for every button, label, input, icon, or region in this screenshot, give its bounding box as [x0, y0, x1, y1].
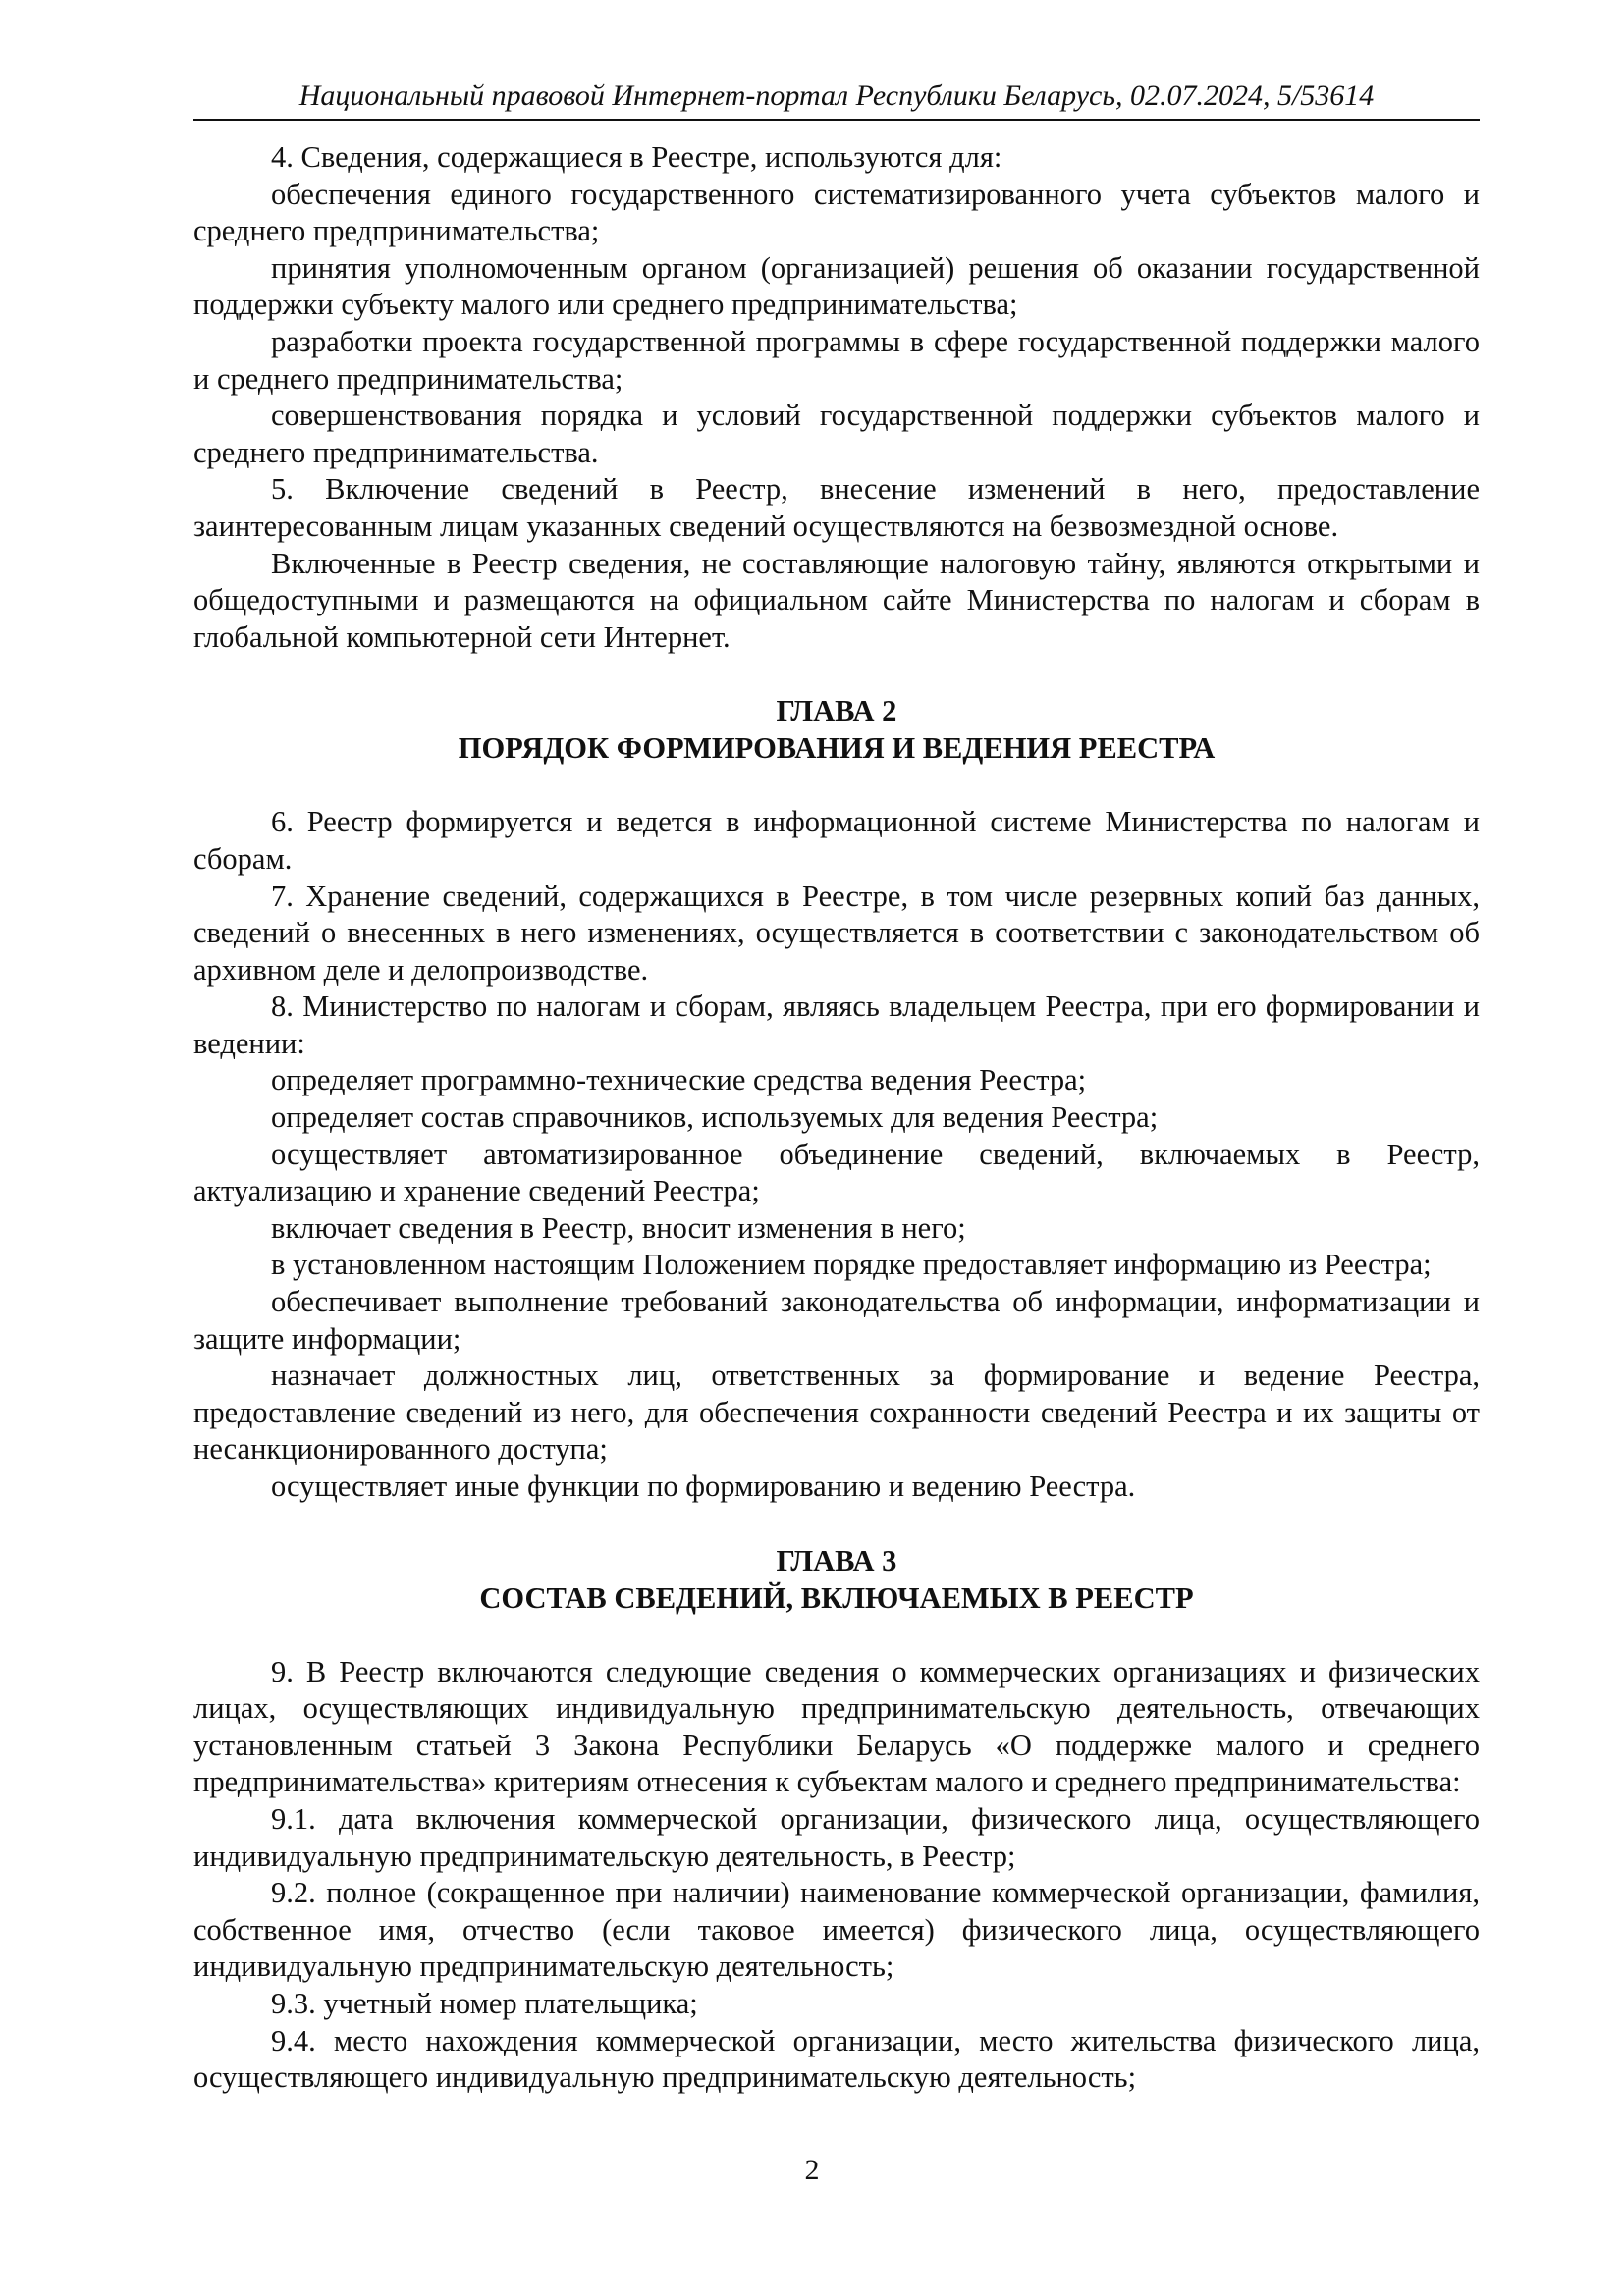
list-item: в установленном настоящим Положением порядке предоставляет информацию из Реестра;: [271, 1248, 1432, 1282]
list-item: включает сведения в Реестр, вносит изменения в него;: [271, 1210, 966, 1245]
list-item: принятия уполномоченным органом (организацией) решения об оказании государственной поддержки субъекту малого или среднего предпринимательства;: [193, 250, 1480, 322]
document-body: [193, 139, 1480, 2097]
chapter-number: ГЛАВА 2: [776, 694, 897, 728]
list-item: совершенствования порядка и условий государственной поддержки субъектов малого и среднего предпринимательства.: [193, 399, 1480, 469]
list-item: определяет программно-технические средства ведения Реестра;: [271, 1063, 1087, 1097]
chapter-3-heading: [193, 1542, 1480, 1617]
subparagraph-9-3: 9.3. учетный номер плательщика;: [271, 1986, 698, 2020]
list-item: обеспечивает выполнение требований законодательства об информации, информатизации и защите информации;: [193, 1285, 1480, 1356]
paragraph-8: 8. Министерство по налогам и сборам, являясь владельцем Реестра, при его формировании и ведении:: [193, 989, 1480, 1060]
section-intro: [193, 139, 1480, 656]
subparagraph-9-1: 9.1. дата включения коммерческой организации, физического лица, осуществляющего индивидуальную предпринимательскую деятельность, в Реестр;: [193, 1801, 1480, 1873]
chapter-2-heading: [193, 692, 1480, 767]
paragraph-5: 5. Включение сведений в Реестр, внесение изменений в него, предоставление заинтересованным лицам указанных сведений осуществляются на безвозмездной основе.: [193, 472, 1480, 543]
chapter-2-body: [193, 804, 1480, 1505]
portal-header: Национальный правовой Интернет-портал Республики Беларусь, 02.07.2024, 5/53614: [298, 80, 1375, 112]
chapter-title: СОСТАВ СВЕДЕНИЙ, ВКЛЮЧАЕМЫХ В РЕЕСТР: [479, 1580, 1194, 1615]
subparagraph-9-2: 9.2. полное (сокращенное при наличии) наименование коммерческой организации, фамилия, собственное имя, отчество (если таковое имеется) физического лица, осуществляющего индивидуальную предпринимательскую деятельность;: [193, 1876, 1480, 1984]
paragraph-4: 4. Сведения, содержащиеся в Реестре, используются для:: [271, 140, 1002, 174]
paragraph: Включенные в Реестр сведения, не составляющие налоговую тайну, являются открытыми и общедоступными и размещаются на официальном сайте Министерства по налогам и сборам в глобальной компьютерной сети Интернет.: [193, 546, 1480, 654]
chapter-number: ГЛАВА 3: [776, 1543, 897, 1577]
list-item: назначает должностных лиц, ответственных за формирование и ведение Реестра, предоставление сведений из него, для обеспечения сохранности сведений Реестра и их защиты от несанкционированного доступа;: [193, 1359, 1480, 1467]
list-item: обеспечения единого государственного систематизированного учета субъектов малого и среднего предпринимательства;: [193, 177, 1480, 248]
list-item: осуществляет иные функции по формированию и ведению Реестра.: [271, 1469, 1136, 1503]
list-item: определяет состав справочников, используемых для ведения Реестра;: [271, 1100, 1159, 1135]
subparagraph-9-4: 9.4. место нахождения коммерческой организации, место жительства физического лица, осуществляющего индивидуальную предпринимательскую деятельность;: [193, 2023, 1480, 2095]
page-number: 2: [804, 2154, 820, 2186]
chapter-title: ПОРЯДОК ФОРМИРОВАНИЯ И ВЕДЕНИЯ РЕЕСТРА: [458, 731, 1216, 766]
header-rule: [193, 119, 1480, 121]
paragraph-7: 7. Хранение сведений, содержащихся в Реестре, в том числе резервных копий баз данных, сведений о внесенных в него изменениях, осуществляется в соответствии с законодательством об архивном деле и делопроизводстве.: [193, 879, 1480, 987]
paragraph-6: 6. Реестр формируется и ведется в информационной системе Министерства по налогам и сборам.: [193, 805, 1480, 876]
chapter-3-body: [193, 1654, 1480, 2097]
list-item: разработки проекта государственной программы в сфере государственной поддержки малого и среднего предпринимательства;: [193, 324, 1480, 396]
list-item: осуществляет автоматизированное объединение сведений, включаемых в Реестр, актуализацию и хранение сведений Реестра;: [193, 1137, 1480, 1208]
paragraph-9: 9. В Реестр включаются следующие сведения о коммерческих организациях и физических лицах, осуществляющих индивидуальную предпринимательскую деятельность, отвечающих установленным статьей 3 Закона Республики Беларусь «О поддержке малого и среднего предпринимательства» критериям отнесения к субъектам малого и среднего предпринимательства:: [193, 1654, 1480, 1799]
